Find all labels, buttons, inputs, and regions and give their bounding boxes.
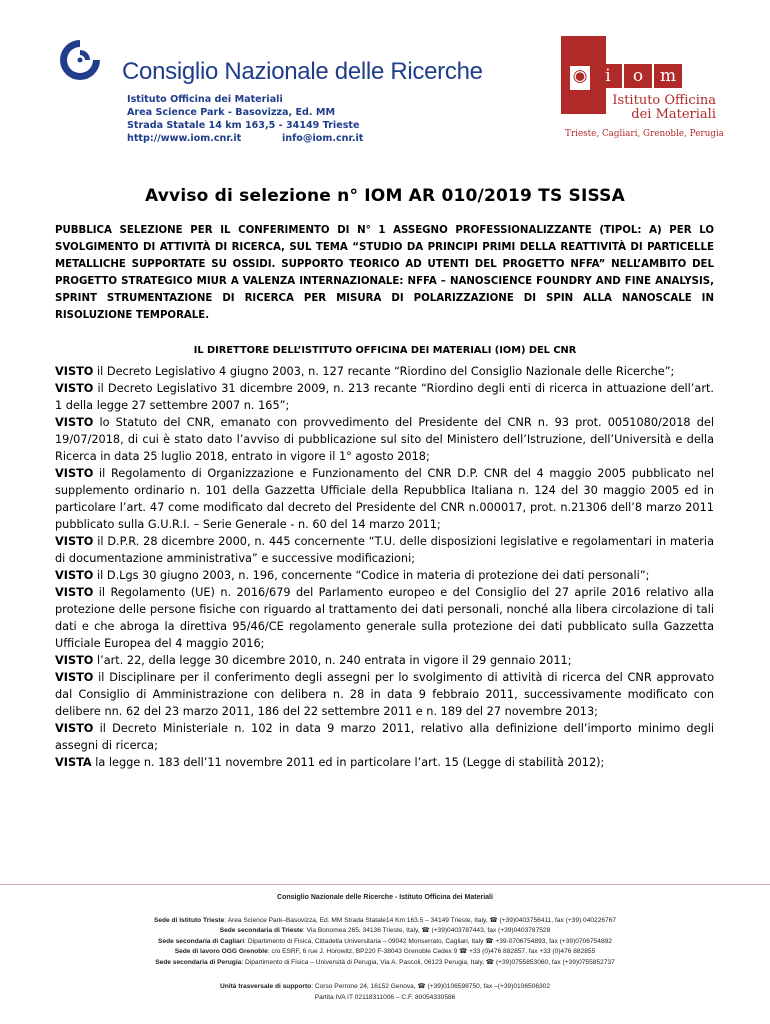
iom-letter: o <box>624 64 652 88</box>
iom-letter-i-icon: ◉ <box>568 64 592 92</box>
clause: VISTO il Regolamento di Organizzazione e Funzionamento del CNR D.P. CNR del 4 maggio 2005 pubblicato nel supplemento ordinario n. 101 della Gazzetta Ufficiale della Repubblica Italiana n. 124 del 30 maggio 2005 ed in particolare l’art. 47 come modificato dal decreto del Presidente del CNR n.000017, prot. n.21306 dell’8 marzo 2011 pubblicato sulla G.U.R.I. – Serie Generale - n. 60 del 14 marzo 2011; <box>55 467 714 531</box>
clause: VISTO il Decreto Legislativo 31 dicembre 2009, n. 213 recante “Riordino degli enti di ricerca in attuazione dell’art. 1 della legge 27 settembre 2007 n. 165”; <box>55 382 714 412</box>
website-link[interactable]: http://www.iom.cnr.it <box>127 133 242 144</box>
iom-title <box>601 94 716 122</box>
email-link[interactable]: info@iom.cnr.it <box>282 133 364 144</box>
iom-letter: i <box>594 64 622 88</box>
institute-address <box>127 93 363 145</box>
footer-line: Sede di Istituto Trieste: Area Science Park–Basovizza, Ed. MM Strada Statale14 Km 163.5 – 34149 Trieste, Italy, ☎ (+39)0403756411, fax (+39) 040226767 <box>153 916 617 924</box>
cnr-logo-icon <box>55 36 105 84</box>
clause: VISTO l’art. 22, della legge 30 dicembre 2010, n. 240 entrata in vigore il 29 gennaio 2011; <box>55 654 572 667</box>
footer-divider <box>0 884 770 885</box>
footer-vat: Partita IVA IT 02118311006 – C.F. 80054330586 <box>314 993 456 1001</box>
clause: VISTO il Decreto Ministeriale n. 102 in data 9 marzo 2011, relativo alla definizione dell’importo minimo degli assegni di ricerca; <box>55 722 714 752</box>
footer-line: Sede di lavoro OGG Grenoble: c/o ESRF, 6 rue J. Horowitz, BP220 F-38043 Grenoble Cedex 9 ☎ +33 (0)476 882857, fax +33 (0)476 882855 <box>174 948 596 955</box>
clause: VISTO il Decreto Legislativo 4 giugno 2003, n. 127 recante “Riordino del Consiglio Nazionale delle Ricerche”; <box>55 365 675 378</box>
footer-heading: Consiglio Nazionale delle Ricerche - Istituto Officina dei Materiali <box>277 894 493 901</box>
institute-line: Istituto Officina dei Materiali <box>127 94 283 105</box>
iom-logo <box>561 36 724 140</box>
footer-line: Sede secondaria di Trieste: Via Bonomea 265, 34136 Trieste, Italy, ☎ (+39)0403787443, fax (+39)0403787528 <box>219 927 551 934</box>
footer-support: Unità trasversale di supporto: Corso Perrone 24, 16152 Genova, ☎ (+39)0106598750, fax –(+39)0106506302 <box>219 983 551 990</box>
iom-title-line: Istituto Officina <box>612 93 716 108</box>
iom-letter: m <box>654 64 682 88</box>
clause: VISTO il Disciplinare per il conferimento degli assegni per lo svolgimento di attività di ricerca del CNR approvato dal Consiglio di Amministrazione con delibera n. 28 in data 9 febbraio 2011, successivamente modificato con delibere nn. 62 del 23 marzo 2011, 186 del 22 settembre 2011 e n. 189 del 27 novembre 2013; <box>55 671 714 718</box>
iom-title-line: dei Materiali <box>631 107 716 122</box>
iom-letters <box>568 64 684 92</box>
institute-line: Area Science Park - Basovizza, Ed. MM <box>127 107 336 118</box>
clause: VISTO il D.Lgs 30 giugno 2003, n. 196, concernente “Codice in materia di protezione dei dati personali”; <box>55 569 650 582</box>
clause: VISTA la legge n. 183 dell’11 novembre 2011 ed in particolare l’art. 15 (Legge di stabilità 2012); <box>55 756 605 769</box>
clause: VISTO lo Statuto del CNR, emanato con provvedimento del Presidente del CNR n. 93 prot. 0051080/2018 del 19/07/2018, di cui è stato dato l’avviso di pubblicazione sul sito del Ministero dell’Istruzione, dell’Università e della Ricerca in data 25 luglio 2018, entrato in vigore il 1° agosto 2018; <box>55 416 714 463</box>
institute-line: Strada Statale 14 km 163,5 - 34149 Trieste <box>127 120 360 131</box>
footer-line: Sede secondaria di Perugia: Dipartimento di Fisica – Università di Perugia, Via A. Pascoli, 06123 Perugia, Italy, ☎ (+39)0755853060, fax (+39)0755852737 <box>155 958 615 966</box>
footer <box>0 893 770 1003</box>
document-title: Avviso di selezione n° IOM AR 010/2019 TS SISSA <box>145 186 625 206</box>
footer-line: Sede secondaria di Cagliari: Dipartimento di Fisica, Cittadella Universitaria – 09042 Monserrato, Cagliari, Italy ☎ +39-0706754893, fax (+39)0706754892 <box>158 937 612 945</box>
iom-sites: Trieste, Cagliari, Grenoble, Perugia <box>565 129 724 139</box>
director-heading: IL DIRETTORE DELL’ISTITUTO OFFICINA DEI MATERIALI (IOM) DEL CNR <box>193 345 577 356</box>
document-subject: PUBBLICA SELEZIONE PER IL CONFERIMENTO DI N° 1 ASSEGNO PROFESSIONALIZZANTE (TIPOL: A) PER LO SVOLGIMENTO DI ATTIVITÀ DI RICERCA, SUL TEMA “STUDIO DA PRINCIPI PRIMI DELLA REATTIVITÀ DI PARTICELLE METALLICHE SUPPORTATE SU OSSIDI. SUPPORTO TEORICO AD UTENTI DEL PROGETTO NFFA” NELL’AMBITO DEL PROGETTO STRATEGICO MIUR A VALENZA INTERNAZIONALE: NFFA – NANOSCIENCE FOUNDRY AND FINE ANALYSIS, SPRINT STRUMENTAZIONE DI RICERCA PER MISURA DI POLARIZZAZIONE DI SPIN ALLA NANOSCALE IN RISOLUZIONE TEMPORALE. <box>55 225 714 321</box>
clause: VISTO il D.P.R. 28 dicembre 2000, n. 445 concernente “T.U. delle disposizioni legislative e regolamentari in materia di documentazione amministrativa” e successive modificazioni; <box>55 535 714 565</box>
cnr-name: Consiglio Nazionale delle Ricerche <box>122 58 483 85</box>
clause: VISTO il Regolamento (UE) n. 2016/679 del Parlamento europeo e del Consiglio del 27 aprile 2016 relativo alla protezione delle persone fisiche con riguardo al trattamento dei dati personali, nonché alla libera circolazione di tali dati e che abroga la direttiva 95/46/CE regolamento generale sulla protezione dei dati pubblicato sulla Gazzetta Ufficiale Europea del 4 maggio 2016; <box>55 586 714 650</box>
document-body <box>55 363 714 771</box>
